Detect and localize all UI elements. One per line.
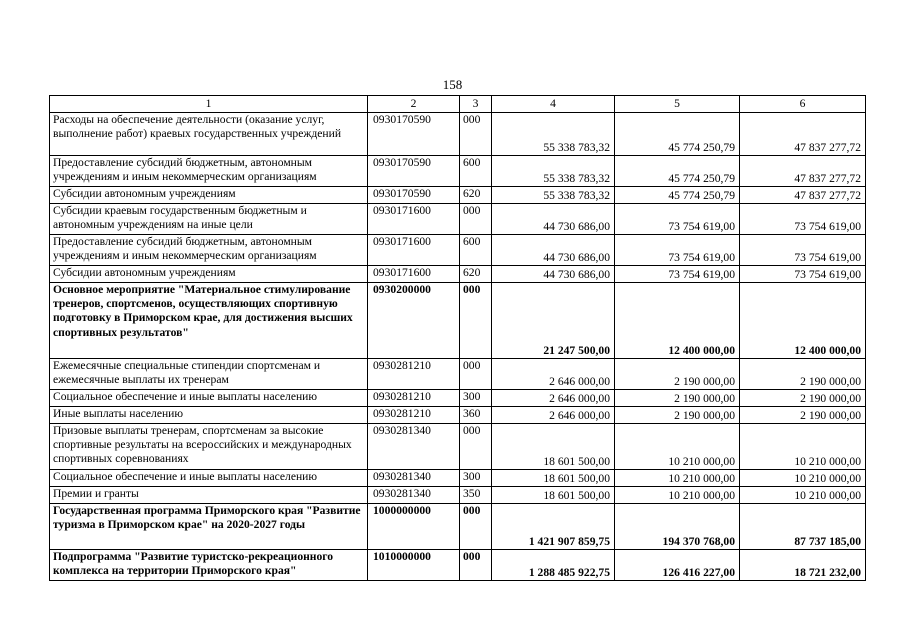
table-row (50, 550, 866, 581)
row-value-2026-cell: 44 730 686,00 (492, 235, 615, 266)
row-type-cell: 620 (460, 187, 492, 204)
row-code-cell: 0930281210 (368, 407, 460, 424)
table-row (50, 113, 866, 156)
row-type-cell: 300 (460, 470, 492, 487)
row-value-2027-cell: 194 370 768,00 (615, 504, 740, 550)
row-code-cell: 1000000000 (368, 504, 460, 550)
header-cell-3: 3 (460, 96, 492, 113)
row-type-cell: 600 (460, 156, 492, 187)
table-body (50, 96, 866, 581)
row-name-cell: Премии и гранты (50, 487, 368, 504)
row-type-cell: 000 (460, 283, 492, 359)
row-type-cell: 000 (460, 359, 492, 390)
row-value-2028-cell: 12 400 000,00 (740, 283, 866, 359)
row-code-cell: 0930281340 (368, 424, 460, 470)
row-value-2028-cell: 47 837 277,72 (740, 156, 866, 187)
row-code-cell: 0930281340 (368, 470, 460, 487)
table-row (50, 407, 866, 424)
row-type-cell: 000 (460, 424, 492, 470)
table-row (50, 470, 866, 487)
row-value-2028-cell: 73 754 619,00 (740, 235, 866, 266)
row-type-cell: 000 (460, 113, 492, 156)
row-value-2026-cell: 55 338 783,32 (492, 187, 615, 204)
row-value-2027-cell: 2 190 000,00 (615, 407, 740, 424)
row-value-2028-cell: 87 737 185,00 (740, 504, 866, 550)
row-value-2027-cell: 45 774 250,79 (615, 113, 740, 156)
row-code-cell: 0930171600 (368, 204, 460, 235)
row-value-2027-cell: 2 190 000,00 (615, 390, 740, 407)
table-row (50, 187, 866, 204)
row-value-2028-cell: 47 837 277,72 (740, 113, 866, 156)
row-type-cell: 350 (460, 487, 492, 504)
table-row (50, 359, 866, 390)
row-code-cell: 0930170590 (368, 113, 460, 156)
row-value-2027-cell: 73 754 619,00 (615, 266, 740, 283)
row-type-cell: 600 (460, 235, 492, 266)
row-value-2028-cell: 2 190 000,00 (740, 407, 866, 424)
row-value-2028-cell: 10 210 000,00 (740, 470, 866, 487)
table-row (50, 504, 866, 550)
table-row (50, 204, 866, 235)
row-name-cell: Основное мероприятие "Материальное стимулирование тренеров, спортсменов, осуществляющих спортивную подготовку в Приморском крае, для достижения высших спортивных результатов" (50, 283, 368, 359)
row-value-2028-cell: 18 721 232,00 (740, 550, 866, 581)
row-value-2027-cell: 73 754 619,00 (615, 235, 740, 266)
row-name-cell: Иные выплаты населению (50, 407, 368, 424)
row-code-cell: 0930171600 (368, 266, 460, 283)
row-value-2026-cell: 2 646 000,00 (492, 407, 615, 424)
row-value-2028-cell: 2 190 000,00 (740, 359, 866, 390)
row-value-2026-cell: 44 730 686,00 (492, 204, 615, 235)
row-value-2027-cell: 45 774 250,79 (615, 187, 740, 204)
row-value-2028-cell: 10 210 000,00 (740, 424, 866, 470)
row-value-2028-cell: 73 754 619,00 (740, 266, 866, 283)
row-name-cell: Социальное обеспечение и иные выплаты населению (50, 390, 368, 407)
row-value-2027-cell: 10 210 000,00 (615, 470, 740, 487)
row-value-2027-cell: 45 774 250,79 (615, 156, 740, 187)
row-type-cell: 000 (460, 204, 492, 235)
row-value-2027-cell: 10 210 000,00 (615, 424, 740, 470)
row-type-cell: 000 (460, 504, 492, 550)
row-value-2027-cell: 73 754 619,00 (615, 204, 740, 235)
row-code-cell: 0930170590 (368, 187, 460, 204)
row-value-2028-cell: 2 190 000,00 (740, 390, 866, 407)
row-value-2026-cell: 1 288 485 922,75 (492, 550, 615, 581)
row-value-2026-cell: 18 601 500,00 (492, 424, 615, 470)
row-name-cell: Подпрограмма "Развитие туристско-рекреационного комплекса на территории Приморского края" (50, 550, 368, 581)
table-row (50, 487, 866, 504)
row-value-2028-cell: 47 837 277,72 (740, 187, 866, 204)
row-value-2027-cell: 10 210 000,00 (615, 487, 740, 504)
table-row (50, 390, 866, 407)
header-cell-5: 5 (615, 96, 740, 113)
row-name-cell: Призовые выплаты тренерам, спортсменам за высокие спортивные результаты на всероссийских и международных спортивных соревнованиях (50, 424, 368, 470)
row-name-cell: Субсидии автономным учреждениям (50, 187, 368, 204)
header-cell-6: 6 (740, 96, 866, 113)
row-type-cell: 360 (460, 407, 492, 424)
row-code-cell: 0930200000 (368, 283, 460, 359)
row-value-2026-cell: 18 601 500,00 (492, 470, 615, 487)
table-header-row (50, 96, 866, 113)
row-type-cell: 300 (460, 390, 492, 407)
row-type-cell: 000 (460, 550, 492, 581)
table-row (50, 266, 866, 283)
row-value-2026-cell: 55 338 783,32 (492, 156, 615, 187)
row-value-2027-cell: 2 190 000,00 (615, 359, 740, 390)
header-cell-2: 2 (368, 96, 460, 113)
row-value-2027-cell: 12 400 000,00 (615, 283, 740, 359)
header-cell-1: 1 (50, 96, 368, 113)
row-value-2026-cell: 1 421 907 859,75 (492, 504, 615, 550)
row-value-2026-cell: 2 646 000,00 (492, 390, 615, 407)
table-row (50, 235, 866, 266)
row-value-2026-cell: 2 646 000,00 (492, 359, 615, 390)
row-code-cell: 0930281210 (368, 359, 460, 390)
row-type-cell: 620 (460, 266, 492, 283)
row-value-2026-cell: 21 247 500,00 (492, 283, 615, 359)
page-number: 158 (442, 77, 463, 92)
row-code-cell: 0930170590 (368, 156, 460, 187)
row-name-cell: Субсидии краевым государственным бюджетным и автономным учреждениям на иные цели (50, 204, 368, 235)
row-code-cell: 0930171600 (368, 235, 460, 266)
row-name-cell: Субсидии автономным учреждениям (50, 266, 368, 283)
table-row (50, 424, 866, 470)
row-value-2026-cell: 55 338 783,32 (492, 113, 615, 156)
row-value-2026-cell: 18 601 500,00 (492, 487, 615, 504)
row-name-cell: Предоставление субсидий бюджетным, автономным учреждениям и иным некоммерческим организациям (50, 156, 368, 187)
table-row (50, 156, 866, 187)
table-row (50, 283, 866, 359)
row-name-cell: Государственная программа Приморского края "Развитие туризма в Приморском крае" на 2020-2027 годы (50, 504, 368, 550)
row-name-cell: Расходы на обеспечение деятельности (оказание услуг, выполнение работ) краевых государственных учреждений (50, 113, 368, 156)
row-value-2026-cell: 44 730 686,00 (492, 266, 615, 283)
row-code-cell: 0930281210 (368, 390, 460, 407)
budget-table (49, 95, 866, 581)
row-value-2027-cell: 126 416 227,00 (615, 550, 740, 581)
row-name-cell: Ежемесячные специальные стипендии спортсменам и ежемесячные выплаты их тренерам (50, 359, 368, 390)
header-cell-4: 4 (492, 96, 615, 113)
row-code-cell: 0930281340 (368, 487, 460, 504)
row-value-2028-cell: 73 754 619,00 (740, 204, 866, 235)
row-name-cell: Социальное обеспечение и иные выплаты населению (50, 470, 368, 487)
row-value-2028-cell: 10 210 000,00 (740, 487, 866, 504)
row-code-cell: 1010000000 (368, 550, 460, 581)
row-name-cell: Предоставление субсидий бюджетным, автономным учреждениям и иным некоммерческим организациям (50, 235, 368, 266)
